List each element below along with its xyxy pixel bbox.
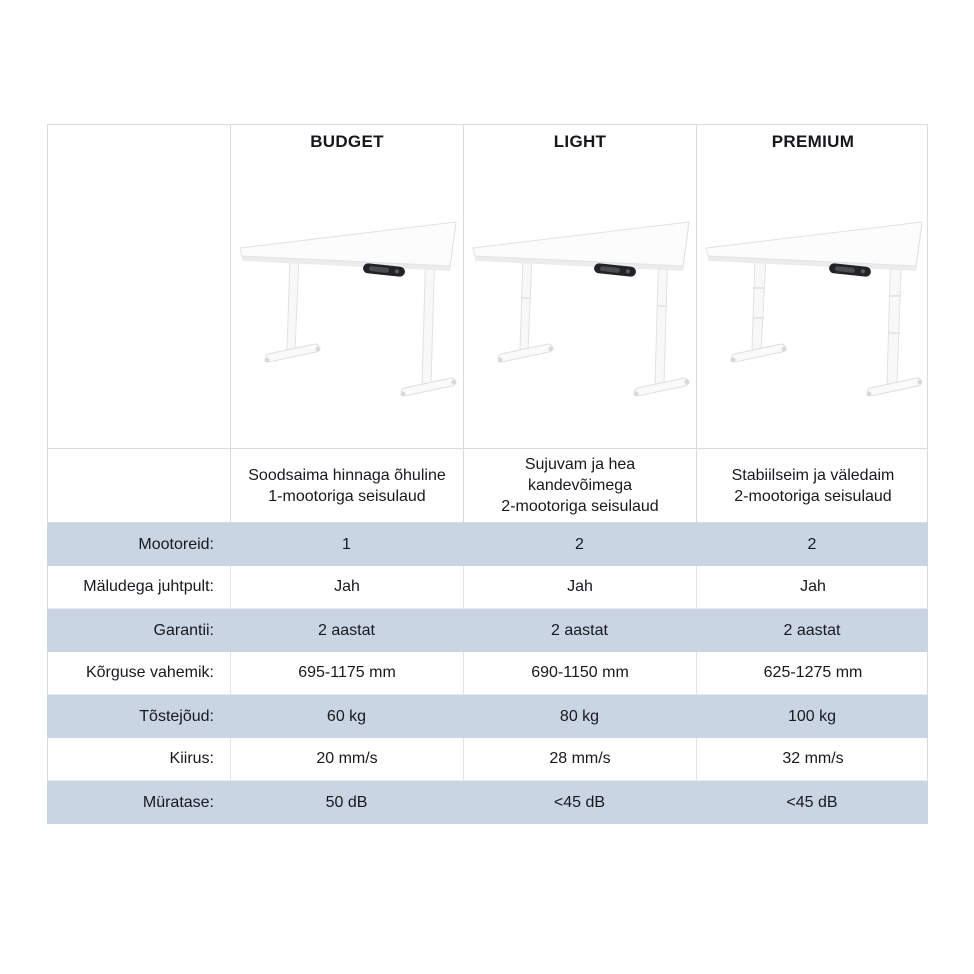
description-line: Soodsaima hinnaga õhuline xyxy=(248,466,446,484)
spec-value-light: 28 mm/s xyxy=(464,738,697,780)
product-comparison-table xyxy=(47,124,928,824)
spec-value-premium: 2 aastat xyxy=(783,621,841,639)
spec-label: Garantii: xyxy=(153,621,214,639)
product-title-budget: BUDGET xyxy=(310,132,384,151)
standing-desk-icon xyxy=(467,218,693,400)
spec-value-budget: 2 aastat xyxy=(318,621,375,639)
spec-row-motors xyxy=(47,523,928,566)
description-line: 2-mootoriga seisulaud xyxy=(734,487,892,505)
description-line: Sujuvam ja hea xyxy=(524,456,636,473)
spec-label: Müratase: xyxy=(142,793,214,811)
spec-label: Kõrguse vahemik: xyxy=(48,652,231,694)
spec-value-premium: Jah xyxy=(800,578,826,595)
product-column-premium xyxy=(697,125,929,448)
product-title-light: LIGHT xyxy=(553,132,607,151)
standing-desk-image-premium xyxy=(700,152,926,448)
standing-desk-icon xyxy=(700,218,926,400)
description-budget xyxy=(231,449,464,522)
spec-value-light: <45 dB xyxy=(553,793,606,811)
spec-value-budget: 60 kg xyxy=(326,707,367,725)
spec-row-memory-controller xyxy=(48,566,927,609)
empty-description-cell xyxy=(48,449,231,522)
spec-row-warranty xyxy=(47,609,928,652)
spec-row-speed xyxy=(48,738,927,781)
standing-desk-image-light xyxy=(467,152,693,448)
empty-corner-cell xyxy=(48,125,231,448)
spec-value-light: 2 aastat xyxy=(551,621,608,639)
spec-label: Tõstejõud: xyxy=(139,707,214,725)
description-line: 1-mootoriga seisulaud xyxy=(268,487,426,505)
spec-value-light: 690-1150 mm xyxy=(464,652,697,694)
spec-value-premium: 100 kg xyxy=(787,707,837,725)
spec-value-premium: 625-1275 mm xyxy=(763,664,863,681)
spec-value-premium: 32 mm/s xyxy=(782,750,844,767)
product-media-row xyxy=(48,125,927,448)
product-column-budget xyxy=(231,125,464,448)
description-line: Stabiilseim ja väledaim xyxy=(731,466,895,484)
spec-row-height-range xyxy=(48,652,927,695)
spec-label: Mäludega juhtpult: xyxy=(48,566,231,608)
product-description-row xyxy=(48,448,927,523)
spec-value-light: 2 xyxy=(575,535,584,553)
spec-row-lifting-capacity xyxy=(47,695,928,738)
description-line: 2-mootoriga seisulaud xyxy=(501,498,659,515)
spec-value-budget: 20 mm/s xyxy=(231,738,464,780)
description-premium xyxy=(697,449,929,522)
description-light xyxy=(464,449,697,522)
spec-label: Mootoreid: xyxy=(138,535,214,553)
standing-desk-icon xyxy=(234,218,460,400)
description-line: kandevõimega xyxy=(527,477,633,494)
spec-value-light: 80 kg xyxy=(559,707,600,725)
spec-value-budget: 695-1175 mm xyxy=(231,652,464,694)
standing-desk-image-budget xyxy=(234,152,460,448)
spec-row-noise-level xyxy=(47,781,928,824)
spec-value-premium: <45 dB xyxy=(786,793,838,811)
spec-value-light: Jah xyxy=(464,566,697,608)
spec-label: Kiirus: xyxy=(48,738,231,780)
spec-value-budget: 50 dB xyxy=(325,793,368,811)
product-column-light xyxy=(464,125,697,448)
product-title-premium: PREMIUM xyxy=(771,132,855,151)
spec-value-premium: 2 xyxy=(807,535,817,553)
spec-value-budget: Jah xyxy=(231,566,464,608)
spec-value-budget: 1 xyxy=(342,535,351,553)
